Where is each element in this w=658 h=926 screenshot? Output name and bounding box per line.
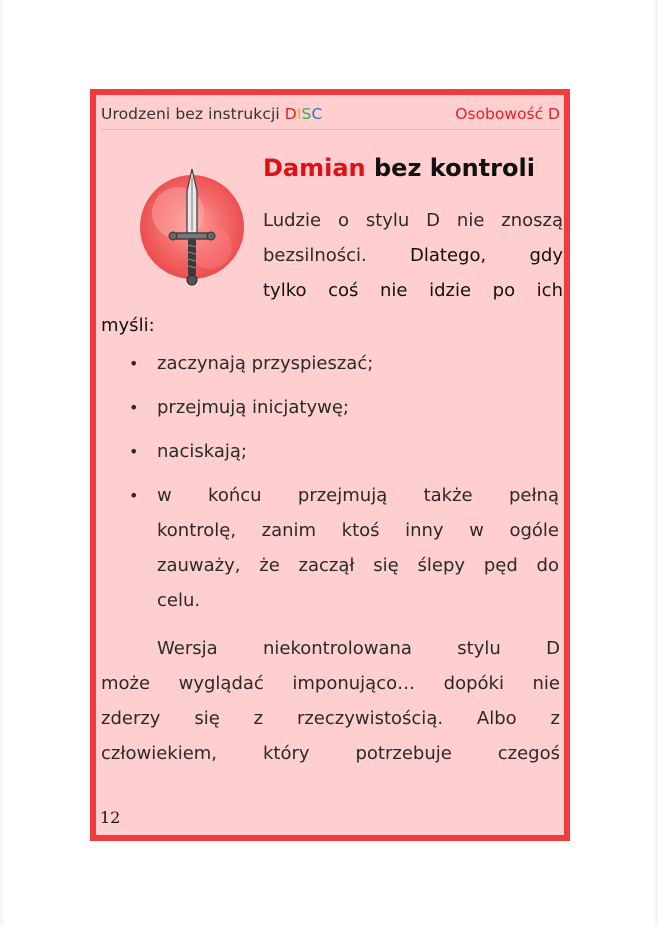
bullet-icon: •	[129, 398, 139, 417]
section-title: Osobowość D	[455, 105, 560, 123]
intro-line: bezsilności. Dlatego, gdy	[263, 245, 563, 266]
disc-letter-c: C	[311, 105, 323, 123]
running-header	[101, 99, 560, 130]
disc-letter-d: D	[284, 105, 297, 123]
chapter-title-rest: bez kontroli	[365, 154, 535, 182]
bullet-icon: •	[129, 354, 139, 373]
list-item: • zaczynają przyspieszać;	[101, 346, 559, 381]
intro-line: myśli:	[101, 315, 155, 336]
dagger-watercolor-icon	[138, 167, 246, 289]
intro-line: tylko coś nie idzie po ich	[263, 280, 563, 301]
body-paragraph: Wersja niekontrolowana stylu D może wyglądać imponująco… dopóki nie zderzy się z rzeczywistością. Albo z człowiekiem, który potrzebuje czegoś	[101, 638, 560, 764]
bullet-icon: •	[129, 442, 139, 461]
chapter-title-name: Damian	[263, 154, 366, 182]
book-title: Urodzeni bez instrukcji DISC	[101, 105, 323, 123]
bullet-icon: •	[129, 486, 139, 505]
bullet-list	[101, 346, 559, 627]
intro-line: Ludzie o stylu D nie znoszą	[263, 210, 563, 231]
chapter-title	[263, 154, 535, 182]
disc-letter-i: I	[296, 105, 302, 123]
list-item: • naciskają;	[101, 434, 559, 469]
disc-letter-s: S	[301, 105, 312, 123]
book-page	[90, 89, 570, 841]
list-item: • w końcu przejmują także pełną kontrolę, zanim ktoś inny w ogóle zauważy, że zaczął się ślepy pęd do celu.	[101, 478, 559, 618]
page-number: 12	[100, 808, 121, 827]
list-item: • przejmują inicjatywę;	[101, 390, 559, 425]
